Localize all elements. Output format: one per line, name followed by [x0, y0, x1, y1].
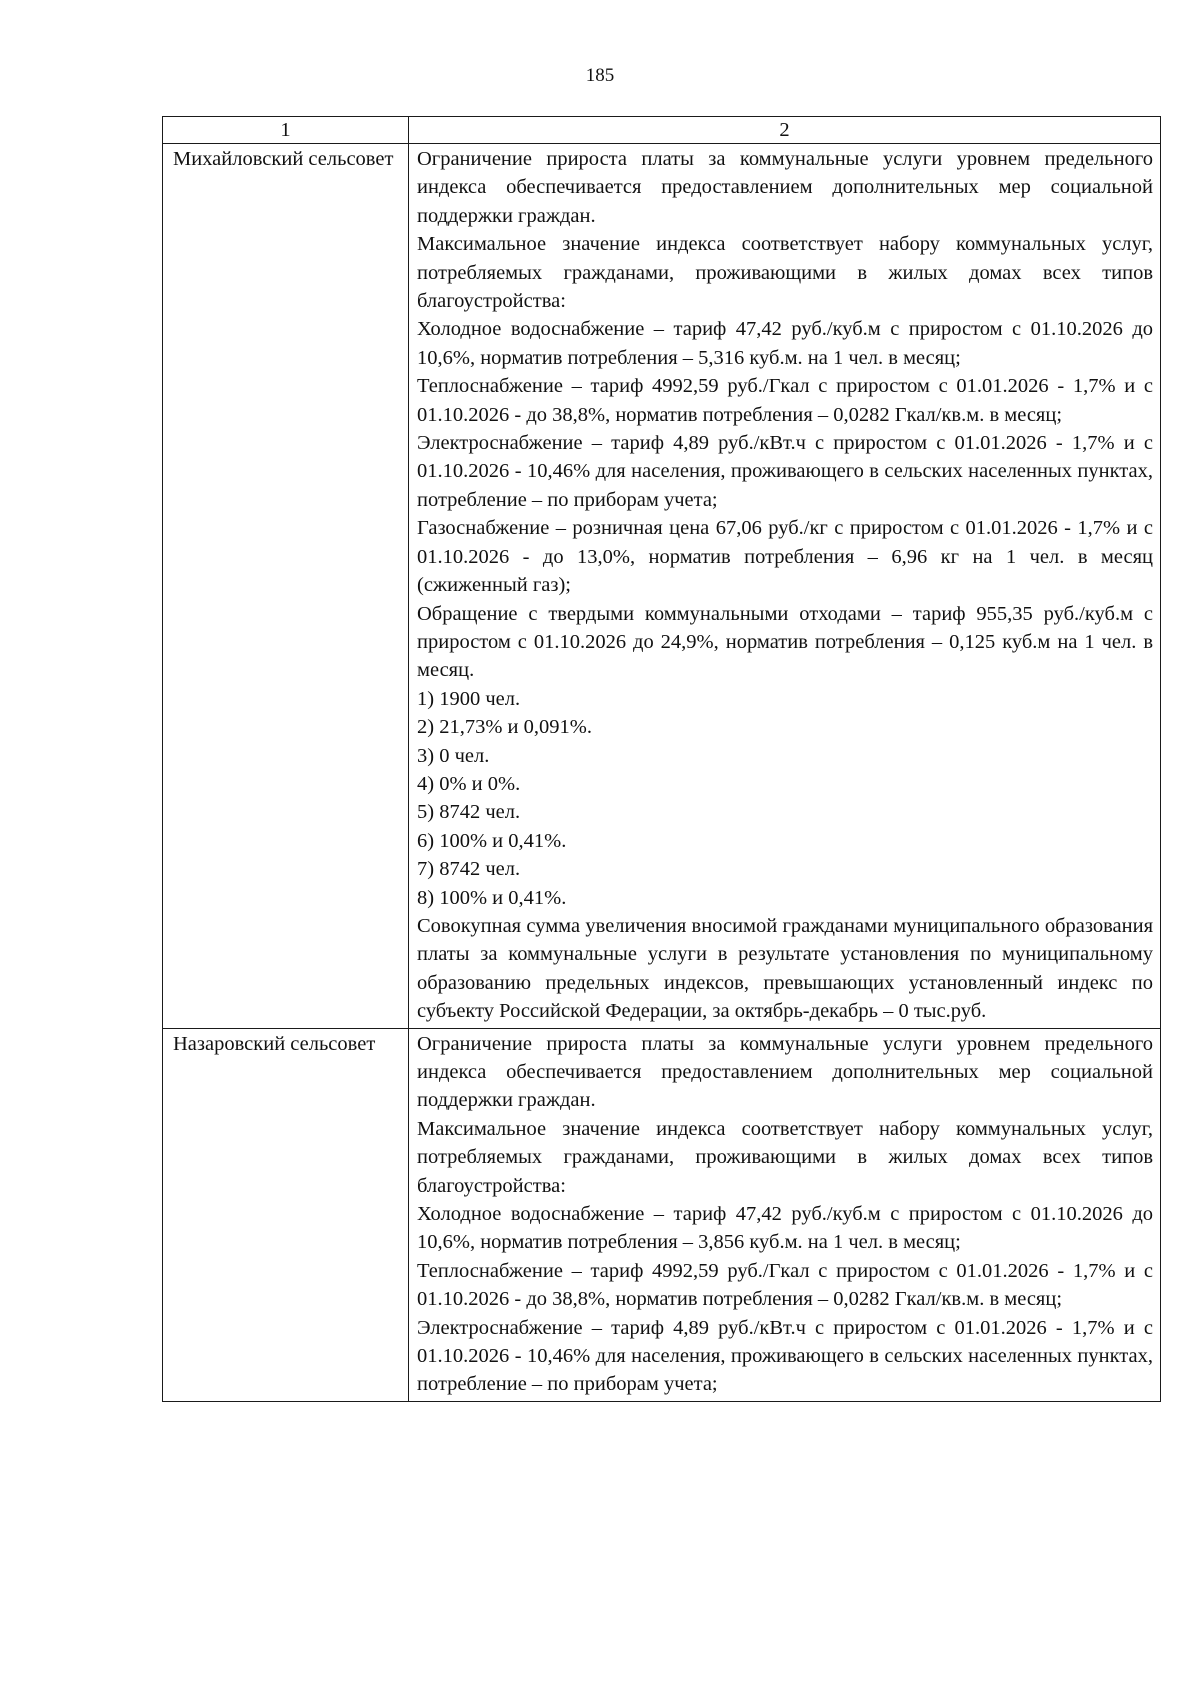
- paragraph: Ограничение прироста платы за коммунальные услуги уровнем предельного индекса обеспечивается предоставлением дополнительных мер социальной поддержки граждан.: [417, 148, 1153, 227]
- municipality-details: [409, 1028, 1161, 1401]
- page-number: 185: [585, 65, 615, 86]
- table-header-row: [163, 117, 1161, 144]
- list-item: 1) 1900 чел.: [417, 687, 521, 710]
- paragraph: Теплоснабжение – тариф 4992,59 руб./Гкал с приростом с 01.01.2026 - 1,7% и с 01.10.2026 - до 38,8%, норматив потребления – 0,0282 Гкал/кв.м. в месяц;: [417, 1259, 1153, 1311]
- paragraph: Электроснабжение – тариф 4,89 руб./кВт.ч с приростом с 01.01.2026 - 1,7% и с 01.10.2026 - 10,46% для населения, проживающего в сельских населенных пунктах, потребление – по приборам учета;: [417, 1316, 1153, 1396]
- municipality-details: [409, 144, 1161, 1029]
- list-item: 7) 8742 чел.: [417, 858, 521, 881]
- table-row: [163, 1028, 1161, 1401]
- paragraph: Электроснабжение – тариф 4,89 руб./кВт.ч с приростом с 01.01.2026 - 1,7% и с 01.10.2026 - 10,46% для населения, проживающего в сельских населенных пунктах, потребление – по приборам учета;: [417, 432, 1153, 511]
- municipal-tariff-table: [162, 116, 1161, 1402]
- municipality-name: Назаровский сельсовет: [163, 1028, 409, 1401]
- paragraph: Максимальное значение индекса соответствует набору коммунальных услуг, потребляемых гражданами, проживающими в жилых домах всех типов благоустройства:: [417, 1117, 1153, 1197]
- column-header-2: 2: [409, 117, 1161, 144]
- paragraph: Максимальное значение индекса соответствует набору коммунальных услуг, потребляемых гражданами, проживающими в жилых домах всех типов благоустройства:: [417, 233, 1153, 313]
- paragraph: Теплоснабжение – тариф 4992,59 руб./Гкал с приростом с 01.01.2026 - 1,7% и с 01.10.2026 - до 38,8%, норматив потребления – 0,0282 Гкал/кв.м. в месяц;: [417, 375, 1153, 426]
- list-item: 2) 21,73% и 0,091%.: [417, 716, 592, 739]
- list-item: 6) 100% и 0,41%.: [417, 829, 567, 852]
- list-item: 5) 8742 чел.: [417, 801, 521, 824]
- table-row: [163, 144, 1161, 1029]
- column-header-1: 1: [163, 117, 409, 144]
- paragraph: Холодное водоснабжение – тариф 47,42 руб./куб.м с приростом с 01.10.2026 до 10,6%, норматив потребления – 3,856 куб.м. на 1 чел. в месяц;: [417, 1203, 1153, 1254]
- municipality-name: Михайловский сельсовет: [163, 144, 409, 1029]
- summary-paragraph: Совокупная сумма увеличения вносимой гражданами муниципального образования платы за коммунальные услуги в результате установления по муниципальному образованию предельных индексов, превышающих установленный индекс по субъекту Российской Федерации, за октябрь-декабрь – 0 тыс.руб.: [417, 914, 1153, 1023]
- list-item: 4) 0% и 0%.: [417, 772, 521, 795]
- paragraph: Обращение с твердыми коммунальными отходами – тариф 955,35 руб./куб.м с приростом с 01.10.2026 до 24,9%, норматив потребления – 0,125 куб.м на 1 чел. в месяц.: [417, 602, 1153, 682]
- paragraph: Холодное водоснабжение – тариф 47,42 руб./куб.м с приростом с 01.10.2026 до 10,6%, норматив потребления – 5,316 куб.м. на 1 чел. в месяц;: [417, 318, 1153, 369]
- list-item: 8) 100% и 0,41%.: [417, 886, 567, 909]
- paragraph: Ограничение прироста платы за коммунальные услуги уровнем предельного индекса обеспечивается предоставлением дополнительных мер социальной поддержки граждан.: [417, 1032, 1153, 1112]
- paragraph: Газоснабжение – розничная цена 67,06 руб./кг с приростом с 01.01.2026 - 1,7% и с 01.10.2026 - до 13,0%, норматив потребления – 6,96 кг на 1 чел. в месяц (сжиженный газ);: [417, 517, 1153, 597]
- list-item: 3) 0 чел.: [417, 744, 490, 767]
